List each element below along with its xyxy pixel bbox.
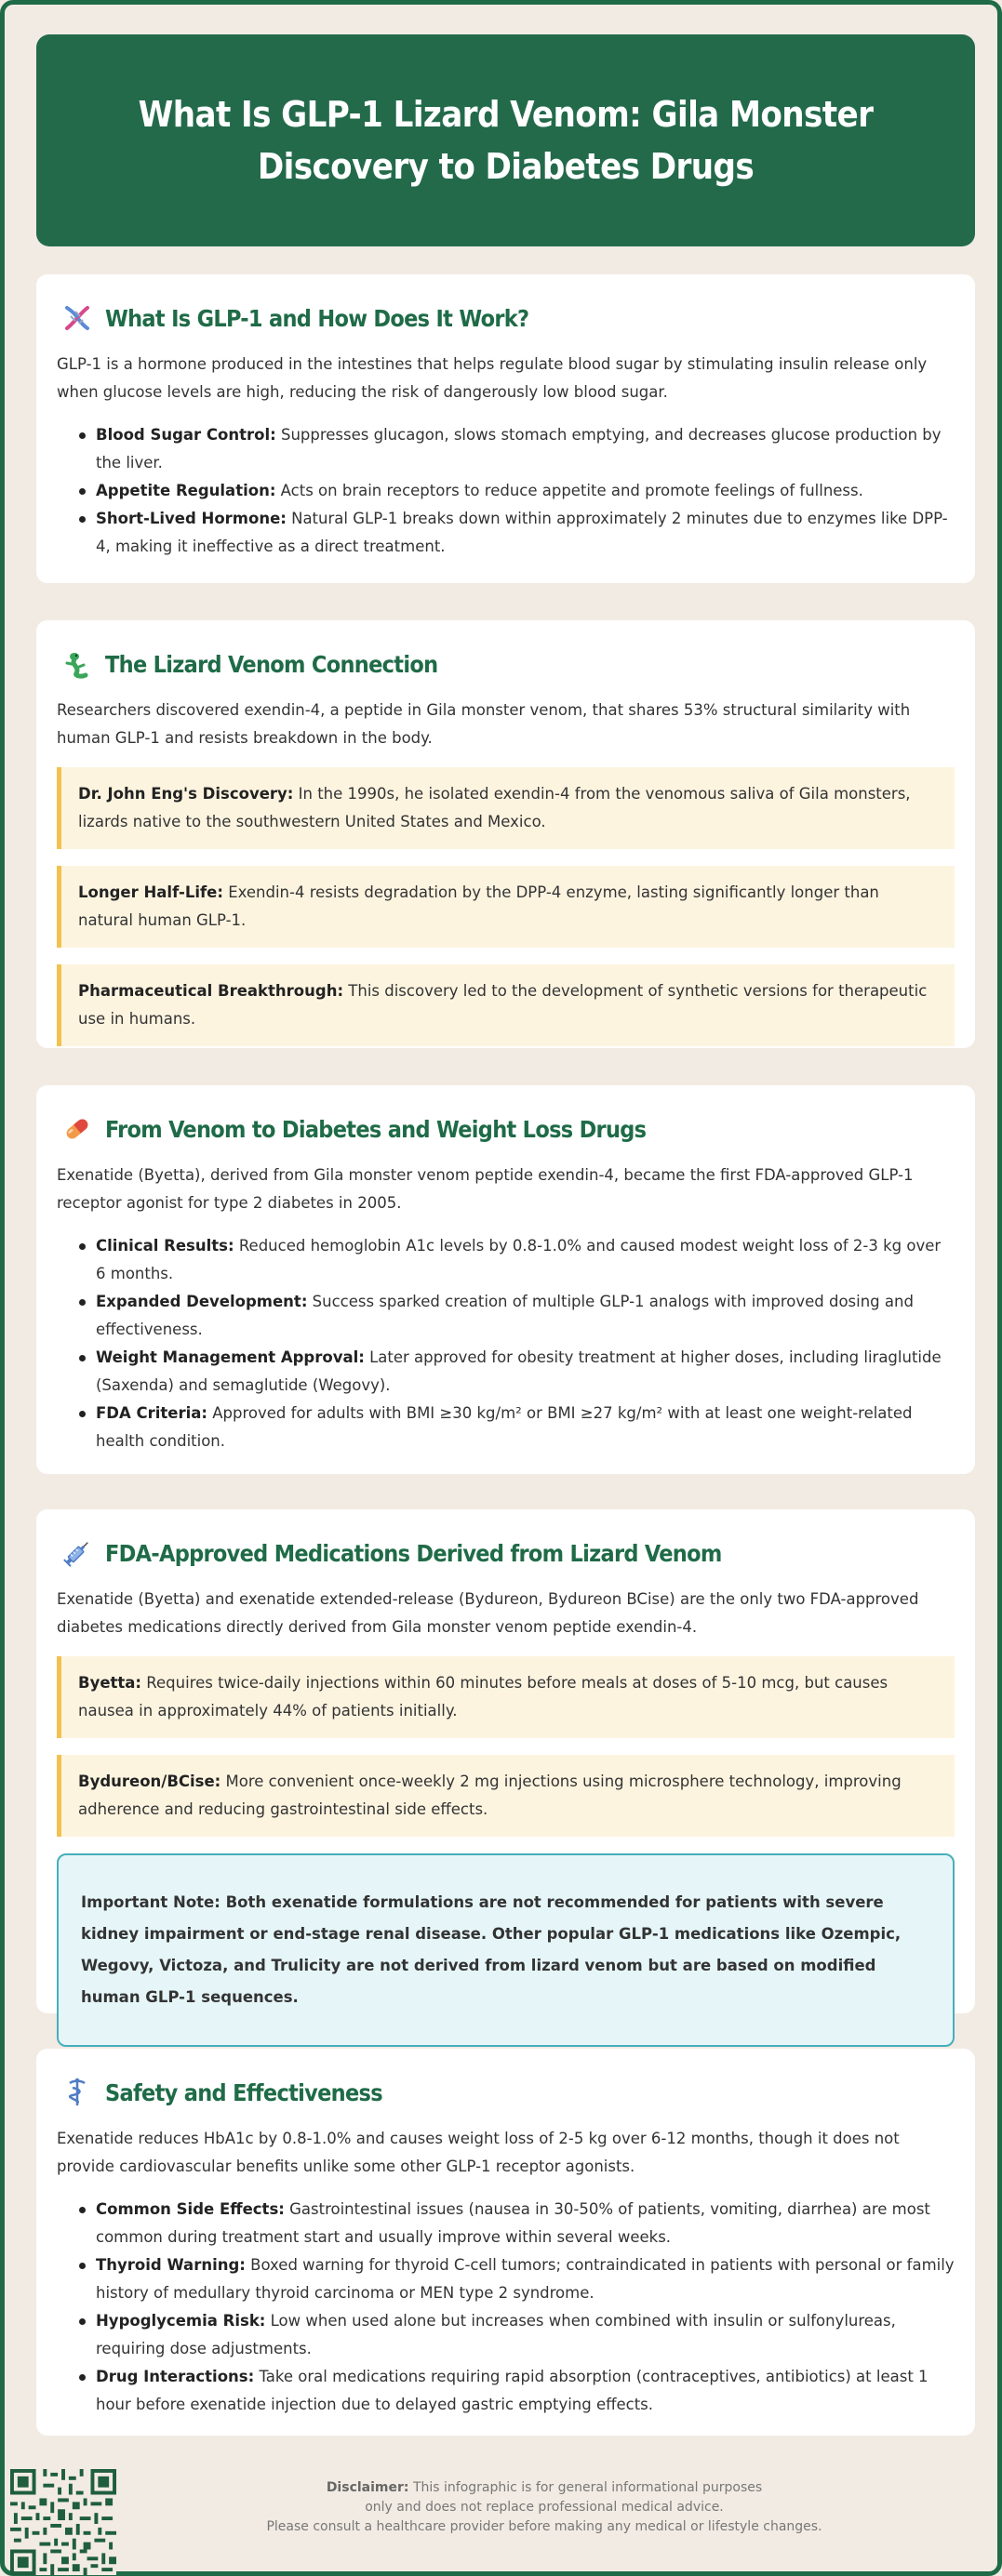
callout-box: Longer Half-Life: Exendin-4 resists degradation by the DPP-4 enzyme, lasting significantly longer than natural human GLP-1. bbox=[57, 866, 955, 948]
list-item: Expanded Development: Success sparked creation of multiple GLP-1 analogs with improved dosing and effectiveness. bbox=[96, 1288, 955, 1344]
section-card-glp1 bbox=[36, 274, 975, 583]
list-item: Appetite Regulation: Acts on brain receptors to reduce appetite and promote feelings of fullness. bbox=[96, 477, 955, 505]
callout-box: Byetta: Requires twice-daily injections within 60 minutes before meals at doses of 5-10 mcg, but causes nausea in approximately 44% of patients initially. bbox=[57, 1656, 955, 1738]
section-title: FDA-Approved Medications Derived from Lizard Venom bbox=[105, 1539, 722, 1567]
list-item: Drug Interactions: Take oral medications requiring rapid absorption (contraceptives, antibiotics) at least 1 hour before exenatide injection due to delayed gastric emptying effects. bbox=[96, 2363, 955, 2419]
list-item: Blood Sugar Control: Suppresses glucagon, slows stomach emptying, and decreases glucose production by the liver. bbox=[96, 421, 955, 477]
section-title: The Lizard Venom Connection bbox=[105, 650, 438, 678]
section-title: What Is GLP-1 and How Does It Work? bbox=[105, 304, 529, 332]
section-intro: Exenatide (Byetta) and exenatide extended-release (Bydureon, Bydureon BCise) are the only two FDA-approved diabetes medications directly derived from Gila monster venom peptide exendin-4. bbox=[57, 1590, 919, 1636]
list-item: Short-Lived Hormone: Natural GLP-1 breaks down within approximately 2 minutes due to enzymes like DPP-4, making it ineffective as a direct treatment. bbox=[96, 505, 955, 561]
callout-box: Bydureon/BCise: More convenient once-weekly 2 mg injections using microsphere technology, improving adherence and reducing gastrointestinal side effects. bbox=[57, 1755, 955, 1837]
section-card-lizard bbox=[36, 620, 975, 1048]
list-item: Hypoglycemia Risk: Low when used alone but increases when combined with insulin or sulfonylureas, requiring dose adjustments. bbox=[96, 2307, 955, 2363]
pill-icon bbox=[57, 1109, 98, 1149]
page-footer bbox=[5, 2460, 1002, 2576]
section-header bbox=[57, 2071, 955, 2114]
callout-box: Dr. John Eng's Discovery: In the 1990s, he isolated exendin-4 from the venomous saliva of Gila monsters, lizards native to the southwestern United States and Mexico. bbox=[57, 767, 955, 849]
section-header bbox=[57, 1108, 955, 1150]
section-card-safety bbox=[36, 2049, 975, 2436]
list-item: Weight Management Approval: Later approved for obesity treatment at higher doses, including liraglutide (Saxenda) and semaglutide (Wegovy). bbox=[96, 1344, 955, 1400]
lizard-icon bbox=[57, 644, 98, 684]
section-intro: Exenatide (Byetta), derived from Gila monster venom peptide exendin-4, became the first FDA-approved GLP-1 receptor agonist for type 2 diabetes in 2005. bbox=[57, 1166, 914, 1212]
important-note: Important Note: Both exenatide formulations are not recommended for patients with severe kidney impairment or end-stage renal disease. Other popular GLP-1 medications like Ozempic, Wegovy, Victoza, and Trulicity are not derived from lizard venom but are based on modified human GLP-1 sequences. bbox=[57, 1853, 955, 2047]
section-intro: Exenatide reduces HbA1c by 0.8-1.0% and causes weight loss of 2-5 kg over 6-12 months, though it does not provide cardiovascular benefits unlike some other GLP-1 receptor agonists. bbox=[57, 2130, 900, 2175]
caduceus-icon bbox=[57, 2072, 98, 2113]
list-item: Thyroid Warning: Boxed warning for thyroid C-cell tumors; contraindicated in patients with personal or family history of medullary thyroid carcinoma or MEN type 2 syndrome. bbox=[96, 2251, 955, 2307]
disclaimer: Disclaimer: This infographic is for general informational purposes only and does not replace professional medical advice. Please consult a healthcare provider before making any medical or lifestyle changes. bbox=[266, 2480, 822, 2534]
section-header bbox=[57, 643, 955, 685]
bullet-list bbox=[57, 421, 955, 561]
section-intro: Researchers discovered exendin-4, a peptide in Gila monster venom, that shares 53% structural similarity with human GLP-1 and resists breakdown in the body. bbox=[57, 701, 911, 747]
section-card-medications bbox=[36, 1509, 975, 2013]
list-item: Clinical Results: Reduced hemoglobin A1c levels by 0.8-1.0% and caused modest weight loss of 2-3 kg over 6 months. bbox=[96, 1232, 955, 1288]
section-card-drugs bbox=[36, 1085, 975, 1474]
list-item: Common Side Effects: Gastrointestinal issues (nausea in 30-50% of patients, vomiting, diarrhea) are most common during treatment start and usually improve within several weeks. bbox=[96, 2196, 955, 2251]
section-header bbox=[57, 1532, 955, 1574]
syringe-icon bbox=[57, 1533, 98, 1573]
section-header bbox=[57, 297, 955, 339]
qr-code-icon[interactable] bbox=[10, 2469, 116, 2575]
page-title: What Is GLP-1 Lizard Venom: Gila Monster Discovery to Diabetes Drugs bbox=[138, 94, 874, 187]
bullet-list bbox=[57, 1232, 955, 1455]
dna-icon bbox=[57, 298, 98, 339]
section-title: Safety and Effectiveness bbox=[105, 2078, 382, 2106]
list-item: FDA Criteria: Approved for adults with BMI ≥30 kg/m² or BMI ≥27 kg/m² with at least one weight-related health condition. bbox=[96, 1400, 955, 1455]
section-title: From Venom to Diabetes and Weight Loss Drugs bbox=[105, 1115, 647, 1143]
bullet-list bbox=[57, 2196, 955, 2419]
page-header bbox=[36, 34, 975, 246]
callout-box: Pharmaceutical Breakthrough: This discovery led to the development of synthetic versions for therapeutic use in humans. bbox=[57, 964, 955, 1046]
section-intro: GLP-1 is a hormone produced in the intestines that helps regulate blood sugar by stimulating insulin release only when glucose levels are high, reducing the risk of dangerously low blood sugar. bbox=[57, 355, 928, 401]
